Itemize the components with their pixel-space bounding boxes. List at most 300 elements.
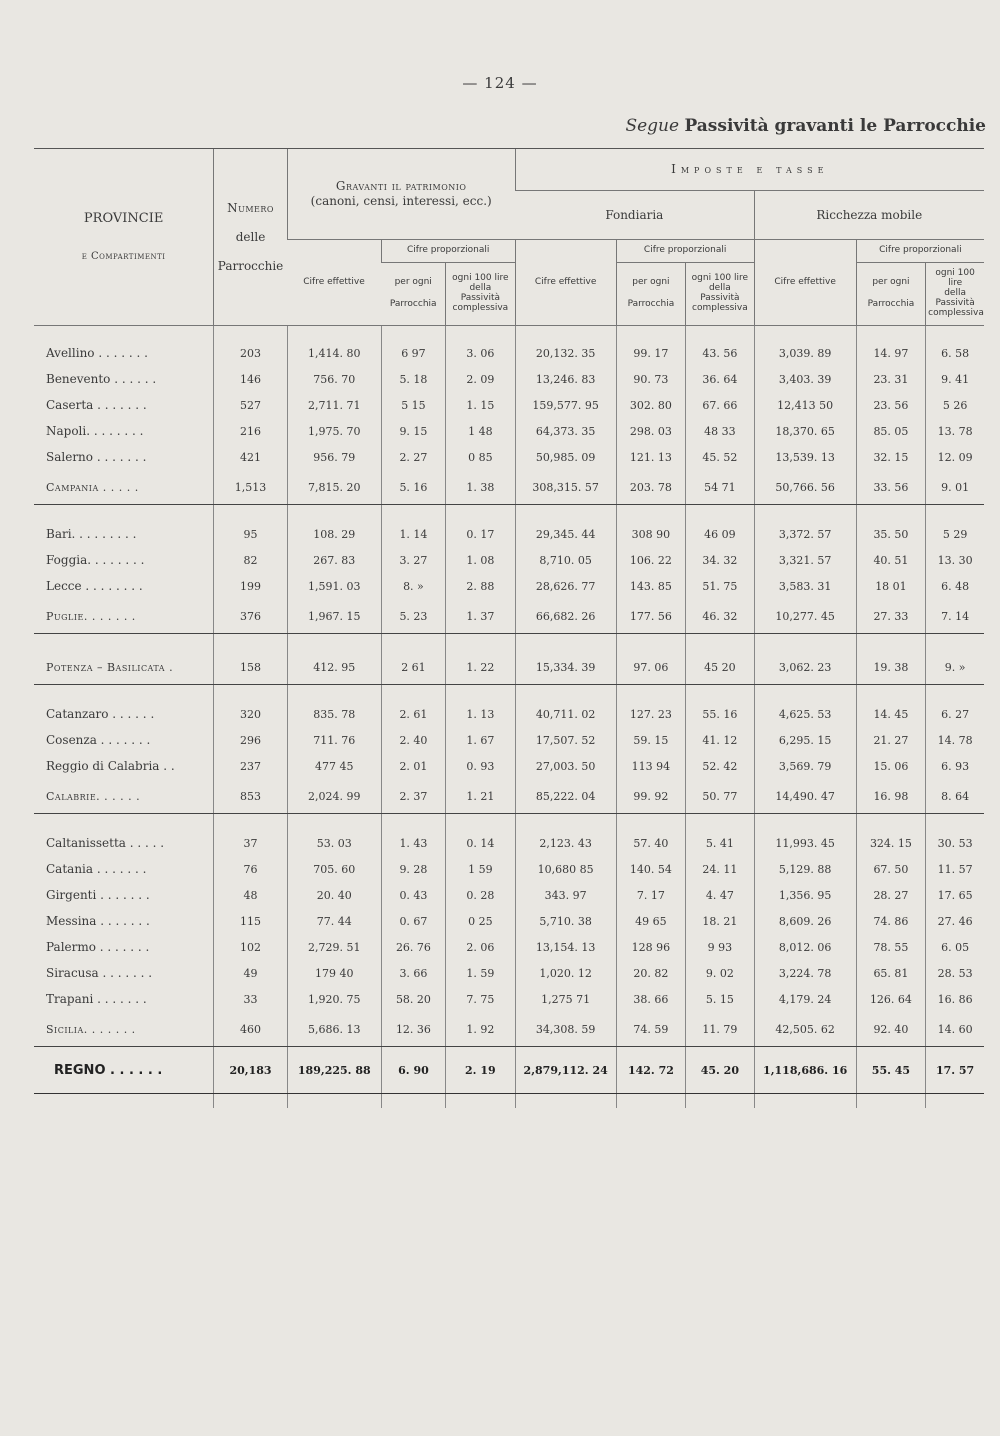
value-cell: 0. 43 [381, 882, 445, 908]
gap-cell [856, 505, 925, 522]
value-cell: 28. 53 [926, 960, 984, 986]
value-cell: 146 [214, 366, 288, 392]
header-numero-parrocchie [214, 149, 288, 326]
value-cell: 9. 02 [686, 960, 754, 986]
value-cell: 34. 32 [686, 547, 754, 573]
value-cell: 67. 66 [686, 392, 754, 418]
province-name-cell: Campania . . . . . [34, 470, 214, 505]
value-cell: 179 40 [287, 960, 381, 986]
value-cell: 1,920. 75 [287, 986, 381, 1012]
province-name-cell: Puglie. . . . . . . [34, 599, 214, 634]
value-cell: 17,507. 52 [515, 727, 616, 753]
value-cell: 308,315. 57 [515, 470, 616, 505]
province-name-cell: REGNO . . . . . . [34, 1047, 214, 1094]
table-row [34, 547, 984, 573]
value-cell: 106. 22 [616, 547, 685, 573]
value-cell: 90. 73 [616, 366, 685, 392]
province-name-cell: Lecce . . . . . . . . [46, 579, 143, 593]
value-cell: 32. 15 [856, 444, 925, 470]
gap-cell [34, 634, 214, 651]
value-cell: 216 [214, 418, 288, 444]
value-cell: 12,413 50 [754, 392, 856, 418]
value-cell: 6. 93 [926, 753, 984, 779]
section-gap-row [34, 814, 984, 831]
gap-cell [686, 814, 754, 831]
section-gap-row [34, 685, 984, 702]
table-row [34, 753, 984, 779]
value-cell: 11,993. 45 [754, 830, 856, 856]
header-provincie [34, 149, 214, 326]
value-cell: 19. 38 [856, 650, 925, 685]
value-cell: 1. 13 [446, 701, 515, 727]
value-cell: 3,569. 79 [754, 753, 856, 779]
value-cell: 4,179. 24 [754, 986, 856, 1012]
value-cell: 8. » [381, 573, 445, 599]
value-cell: 46 09 [686, 521, 754, 547]
value-cell: 23. 56 [856, 392, 925, 418]
value-cell: 1,513 [214, 470, 288, 505]
value-cell: 421 [214, 444, 288, 470]
value-cell: 13,246. 83 [515, 366, 616, 392]
value-cell: 1. 38 [446, 470, 515, 505]
province-name-cell: Trapani . . . . . . . [46, 992, 147, 1006]
value-cell: 36. 64 [686, 366, 754, 392]
value-cell: 85. 05 [856, 418, 925, 444]
value-cell: 412. 95 [287, 650, 381, 685]
value-cell: 2. 01 [381, 753, 445, 779]
value-cell: 956. 79 [287, 444, 381, 470]
spacer-cell [287, 326, 381, 341]
value-cell: 1. 21 [446, 779, 515, 814]
header-per-ogni-parrocchia-ricchezza [856, 263, 925, 326]
spacer-cell [926, 326, 984, 341]
value-cell: 18. 21 [686, 908, 754, 934]
header-gravanti [287, 149, 515, 240]
table-row [34, 573, 984, 599]
value-cell: 296 [214, 727, 288, 753]
gap-cell [856, 634, 925, 651]
value-cell: 14. 97 [856, 340, 925, 366]
value-cell: 140. 54 [616, 856, 685, 882]
value-cell: 5. 18 [381, 366, 445, 392]
value-cell: 50. 77 [686, 779, 754, 814]
value-cell: 33. 56 [856, 470, 925, 505]
value-cell: 14,490. 47 [754, 779, 856, 814]
header-per-ogni-parrocchia-fondiaria [616, 263, 685, 326]
tail-cell [616, 1094, 685, 1109]
value-cell: 27. 46 [926, 908, 984, 934]
gap-cell [214, 505, 288, 522]
compartment-total-row [34, 470, 984, 505]
value-cell: 17. 57 [926, 1047, 984, 1094]
gap-cell [686, 634, 754, 651]
value-cell: 6. 90 [381, 1047, 445, 1094]
value-cell: 320 [214, 701, 288, 727]
value-cell: 1,967. 15 [287, 599, 381, 634]
gap-cell [616, 685, 685, 702]
value-cell: 16. 86 [926, 986, 984, 1012]
value-cell: 49 [214, 960, 288, 986]
value-cell: 48 [214, 882, 288, 908]
value-cell: 3. 66 [381, 960, 445, 986]
header-provincie-label: PROVINCIE [83, 210, 164, 226]
gap-cell [287, 505, 381, 522]
header-ogni100-1: ogni 100 lire [935, 268, 975, 289]
value-cell: 1. 08 [446, 547, 515, 573]
value-cell: 15,334. 39 [515, 650, 616, 685]
value-cell: 102 [214, 934, 288, 960]
header-cifre-proporzionali-gravanti: Cifre proporzionali [381, 240, 515, 263]
header-cifre-effettive-ricchezza: Cifre effettive [754, 240, 856, 326]
tail-cell [754, 1094, 856, 1109]
value-cell: 0. 28 [446, 882, 515, 908]
value-cell: 5 26 [926, 392, 984, 418]
value-cell: 142. 72 [616, 1047, 685, 1094]
value-cell: 1 48 [446, 418, 515, 444]
header-ogni100-3: Passività [700, 293, 740, 303]
value-cell: 49 65 [616, 908, 685, 934]
gap-cell [754, 685, 856, 702]
value-cell: 1,118,686. 16 [754, 1047, 856, 1094]
gap-cell [616, 505, 685, 522]
value-cell: 20,132. 35 [515, 340, 616, 366]
value-cell: 1. 37 [446, 599, 515, 634]
value-cell: 18 01 [856, 573, 925, 599]
value-cell: 14. 60 [926, 1012, 984, 1047]
value-cell: 705. 60 [287, 856, 381, 882]
gap-cell [686, 505, 754, 522]
spacer-cell [856, 326, 925, 341]
value-cell: 2,123. 43 [515, 830, 616, 856]
header-cifre-proporzionali-ricchezza: Cifre proporzionali [856, 240, 984, 263]
running-title-text: Passività gravanti le Parrocchie [684, 116, 986, 136]
value-cell: 20. 82 [616, 960, 685, 986]
gap-cell [214, 634, 288, 651]
spacer-cell [686, 326, 754, 341]
value-cell: 2. 06 [446, 934, 515, 960]
value-cell: 1. 22 [446, 650, 515, 685]
value-cell: 85,222. 04 [515, 779, 616, 814]
value-cell: 1,356. 95 [754, 882, 856, 908]
table-tail-row [34, 1094, 984, 1109]
value-cell: 0. 93 [446, 753, 515, 779]
province-name-cell: Napoli. . . . . . . . [46, 424, 144, 438]
value-cell: 3. 27 [381, 547, 445, 573]
value-cell: 28. 27 [856, 882, 925, 908]
value-cell: 21. 27 [856, 727, 925, 753]
value-cell: 16. 98 [856, 779, 925, 814]
gap-cell [287, 814, 381, 831]
province-name-cell: Potenza – Basilicata . [34, 650, 214, 685]
value-cell: 298. 03 [616, 418, 685, 444]
province-name-cell: Foggia. . . . . . . . [46, 553, 145, 567]
value-cell: 20. 40 [287, 882, 381, 908]
value-cell: 5. 23 [381, 599, 445, 634]
province-name-cell: Girgenti . . . . . . . [46, 888, 150, 902]
value-cell: 1. 15 [446, 392, 515, 418]
header-cifre-effettive-gravanti: Cifre effettive [287, 240, 381, 326]
spacer-cell [515, 326, 616, 341]
gap-cell [515, 685, 616, 702]
value-cell: 1,975. 70 [287, 418, 381, 444]
table-body [34, 326, 984, 1109]
gap-cell [34, 685, 214, 702]
tail-cell [287, 1094, 381, 1109]
tail-cell [214, 1094, 288, 1109]
value-cell: 2. 09 [446, 366, 515, 392]
province-name-cell: Sicilia. . . . . . . [34, 1012, 214, 1047]
value-cell: 0. 14 [446, 830, 515, 856]
value-cell: 7. 14 [926, 599, 984, 634]
value-cell: 12. 09 [926, 444, 984, 470]
value-cell: 30. 53 [926, 830, 984, 856]
value-cell: 23. 31 [856, 366, 925, 392]
header-cifre-effettive-fondiaria: Cifre effettive [515, 240, 616, 326]
value-cell: 2,711. 71 [287, 392, 381, 418]
header-cifre-proporzionali-fondiaria: Cifre proporzionali [616, 240, 754, 263]
value-cell: 1. 14 [381, 521, 445, 547]
spacer-cell [34, 326, 214, 341]
value-cell: 13,154. 13 [515, 934, 616, 960]
value-cell: 9. » [926, 650, 984, 685]
value-cell: 9. 28 [381, 856, 445, 882]
value-cell: 15. 06 [856, 753, 925, 779]
value-cell: 29,345. 44 [515, 521, 616, 547]
value-cell: 10,277. 45 [754, 599, 856, 634]
header-fondiaria: Fondiaria [515, 191, 754, 240]
value-cell: 26. 76 [381, 934, 445, 960]
gap-cell [446, 685, 515, 702]
value-cell: 2. 61 [381, 701, 445, 727]
value-cell: 8,012. 06 [754, 934, 856, 960]
value-cell: 1,275 71 [515, 986, 616, 1012]
value-cell: 40. 51 [856, 547, 925, 573]
value-cell: 2. 27 [381, 444, 445, 470]
spacer-cell [616, 326, 685, 341]
gap-cell [381, 505, 445, 522]
value-cell: 37 [214, 830, 288, 856]
table-row [34, 444, 984, 470]
header-per-ogni-parrocchia-gravanti [381, 263, 445, 326]
value-cell: 2,879,112. 24 [515, 1047, 616, 1094]
value-cell: 853 [214, 779, 288, 814]
spacer-cell [754, 326, 856, 341]
value-cell: 64,373. 35 [515, 418, 616, 444]
value-cell: 0. 67 [381, 908, 445, 934]
province-name-cell: Siracusa . . . . . . . [46, 966, 153, 980]
value-cell: 92. 40 [856, 1012, 925, 1047]
tail-cell [34, 1094, 214, 1109]
value-cell: 177. 56 [616, 599, 685, 634]
value-cell: 13. 78 [926, 418, 984, 444]
value-cell: 8,609. 26 [754, 908, 856, 934]
value-cell: 324. 15 [856, 830, 925, 856]
value-cell: 2. 19 [446, 1047, 515, 1094]
gap-cell [214, 814, 288, 831]
table-row [34, 856, 984, 882]
value-cell: 1 59 [446, 856, 515, 882]
gap-cell [34, 505, 214, 522]
province-name-cell: Caltanissetta . . . . . [46, 836, 165, 850]
value-cell: 5,710. 38 [515, 908, 616, 934]
value-cell: 43. 56 [686, 340, 754, 366]
value-cell: 1. 43 [381, 830, 445, 856]
value-cell: 53. 03 [287, 830, 381, 856]
passivita-table [34, 148, 984, 1108]
header-ogni100-3: Passività [935, 297, 975, 308]
value-cell: 55. 16 [686, 701, 754, 727]
table-row [34, 960, 984, 986]
value-cell: 159,577. 95 [515, 392, 616, 418]
gap-cell [446, 814, 515, 831]
running-title-segue: Segue [625, 116, 680, 136]
value-cell: 97. 06 [616, 650, 685, 685]
province-name-cell: Salerno . . . . . . . [46, 450, 147, 464]
header-compartimenti-label: e Compartimenti [81, 250, 166, 262]
value-cell: 9. 01 [926, 470, 984, 505]
value-cell: 5. 16 [381, 470, 445, 505]
gap-cell [754, 634, 856, 651]
value-cell: 51. 75 [686, 573, 754, 599]
gap-cell [446, 634, 515, 651]
value-cell: 77. 44 [287, 908, 381, 934]
value-cell: 3,039. 89 [754, 340, 856, 366]
table-row [34, 366, 984, 392]
table-row [34, 418, 984, 444]
gap-cell [287, 634, 381, 651]
gap-cell [856, 814, 925, 831]
gap-cell [446, 505, 515, 522]
header-ogni100-2: della [708, 283, 731, 294]
value-cell: 99. 17 [616, 340, 685, 366]
value-cell: 2. 37 [381, 779, 445, 814]
table-row [34, 701, 984, 727]
value-cell: 57. 40 [616, 830, 685, 856]
value-cell: 4,625. 53 [754, 701, 856, 727]
value-cell: 3,583. 31 [754, 573, 856, 599]
table-row [34, 727, 984, 753]
value-cell: 50,766. 56 [754, 470, 856, 505]
value-cell: 108. 29 [287, 521, 381, 547]
value-cell: 20,183 [214, 1047, 288, 1094]
header-ogni-100-lire-ricchezza [926, 263, 984, 326]
value-cell: 115 [214, 908, 288, 934]
value-cell: 54 71 [686, 470, 754, 505]
province-name-cell: Benevento . . . . . . [46, 372, 157, 386]
gap-cell [856, 685, 925, 702]
value-cell: 1. 59 [446, 960, 515, 986]
value-cell: 3,224. 78 [754, 960, 856, 986]
value-cell: 7. 75 [446, 986, 515, 1012]
header-ogni100-4: complessiva [928, 307, 984, 318]
table-header [34, 149, 984, 326]
gap-cell [381, 685, 445, 702]
compartment-total-row [34, 599, 984, 634]
compartment-total-row [34, 1012, 984, 1047]
gap-cell [515, 634, 616, 651]
header-per-ogni: per ogni [632, 277, 670, 288]
header-delle: delle [235, 229, 266, 244]
value-cell: 12. 36 [381, 1012, 445, 1047]
tail-cell [381, 1094, 445, 1109]
header-parrocchia: Parrocchia [867, 299, 915, 309]
table-row [34, 908, 984, 934]
value-cell: 143. 85 [616, 573, 685, 599]
section-gap-row [34, 505, 984, 522]
value-cell: 302. 80 [616, 392, 685, 418]
value-cell: 3,062. 23 [754, 650, 856, 685]
value-cell: 4. 47 [686, 882, 754, 908]
value-cell: 6. 27 [926, 701, 984, 727]
value-cell: 8. 64 [926, 779, 984, 814]
regno-total-row [34, 1047, 984, 1094]
value-cell: 11. 79 [686, 1012, 754, 1047]
header-ogni100-4: complessiva [692, 302, 748, 313]
value-cell: 5,129. 88 [754, 856, 856, 882]
value-cell: 45 20 [686, 650, 754, 685]
value-cell: 8,710. 05 [515, 547, 616, 573]
value-cell: 126. 64 [856, 986, 925, 1012]
value-cell: 65. 81 [856, 960, 925, 986]
gap-cell [34, 814, 214, 831]
value-cell: 74. 59 [616, 1012, 685, 1047]
value-cell: 55. 45 [856, 1047, 925, 1094]
value-cell: 1,020. 12 [515, 960, 616, 986]
value-cell: 9. 15 [381, 418, 445, 444]
value-cell: 3. 06 [446, 340, 515, 366]
value-cell: 40,711. 02 [515, 701, 616, 727]
value-cell: 13. 30 [926, 547, 984, 573]
tail-cell [926, 1094, 984, 1109]
province-name-cell: Calabrie. . . . . . [34, 779, 214, 814]
gap-cell [287, 685, 381, 702]
value-cell: 237 [214, 753, 288, 779]
value-cell: 203. 78 [616, 470, 685, 505]
gap-cell [616, 634, 685, 651]
header-spacer-row [34, 326, 984, 341]
province-name-cell: Bari. . . . . . . . . [46, 527, 137, 541]
compartment-total-row [34, 650, 984, 685]
value-cell: 74. 86 [856, 908, 925, 934]
value-cell: 343. 97 [515, 882, 616, 908]
header-ricchezza-mobile: Ricchezza mobile [754, 191, 984, 240]
header-gravanti-line1: Gravanti il patrimonio [335, 179, 467, 193]
value-cell: 38. 66 [616, 986, 685, 1012]
value-cell: 1. 92 [446, 1012, 515, 1047]
value-cell: 34,308. 59 [515, 1012, 616, 1047]
header-parrocchia: Parrocchia [627, 299, 675, 309]
value-cell: 203 [214, 340, 288, 366]
province-name-cell: Reggio di Calabria . . [46, 759, 175, 773]
tail-cell [686, 1094, 754, 1109]
gap-cell [754, 505, 856, 522]
gap-cell [754, 814, 856, 831]
value-cell: 41. 12 [686, 727, 754, 753]
header-parrocchie: Parrocchie [217, 258, 284, 273]
gap-cell [926, 814, 984, 831]
gap-cell [515, 505, 616, 522]
value-cell: 5 29 [926, 521, 984, 547]
value-cell: 128 96 [616, 934, 685, 960]
value-cell: 59. 15 [616, 727, 685, 753]
value-cell: 267. 83 [287, 547, 381, 573]
value-cell: 27,003. 50 [515, 753, 616, 779]
value-cell: 3,403. 39 [754, 366, 856, 392]
table-row [34, 986, 984, 1012]
value-cell: 835. 78 [287, 701, 381, 727]
value-cell: 58. 20 [381, 986, 445, 1012]
value-cell: 52. 42 [686, 753, 754, 779]
